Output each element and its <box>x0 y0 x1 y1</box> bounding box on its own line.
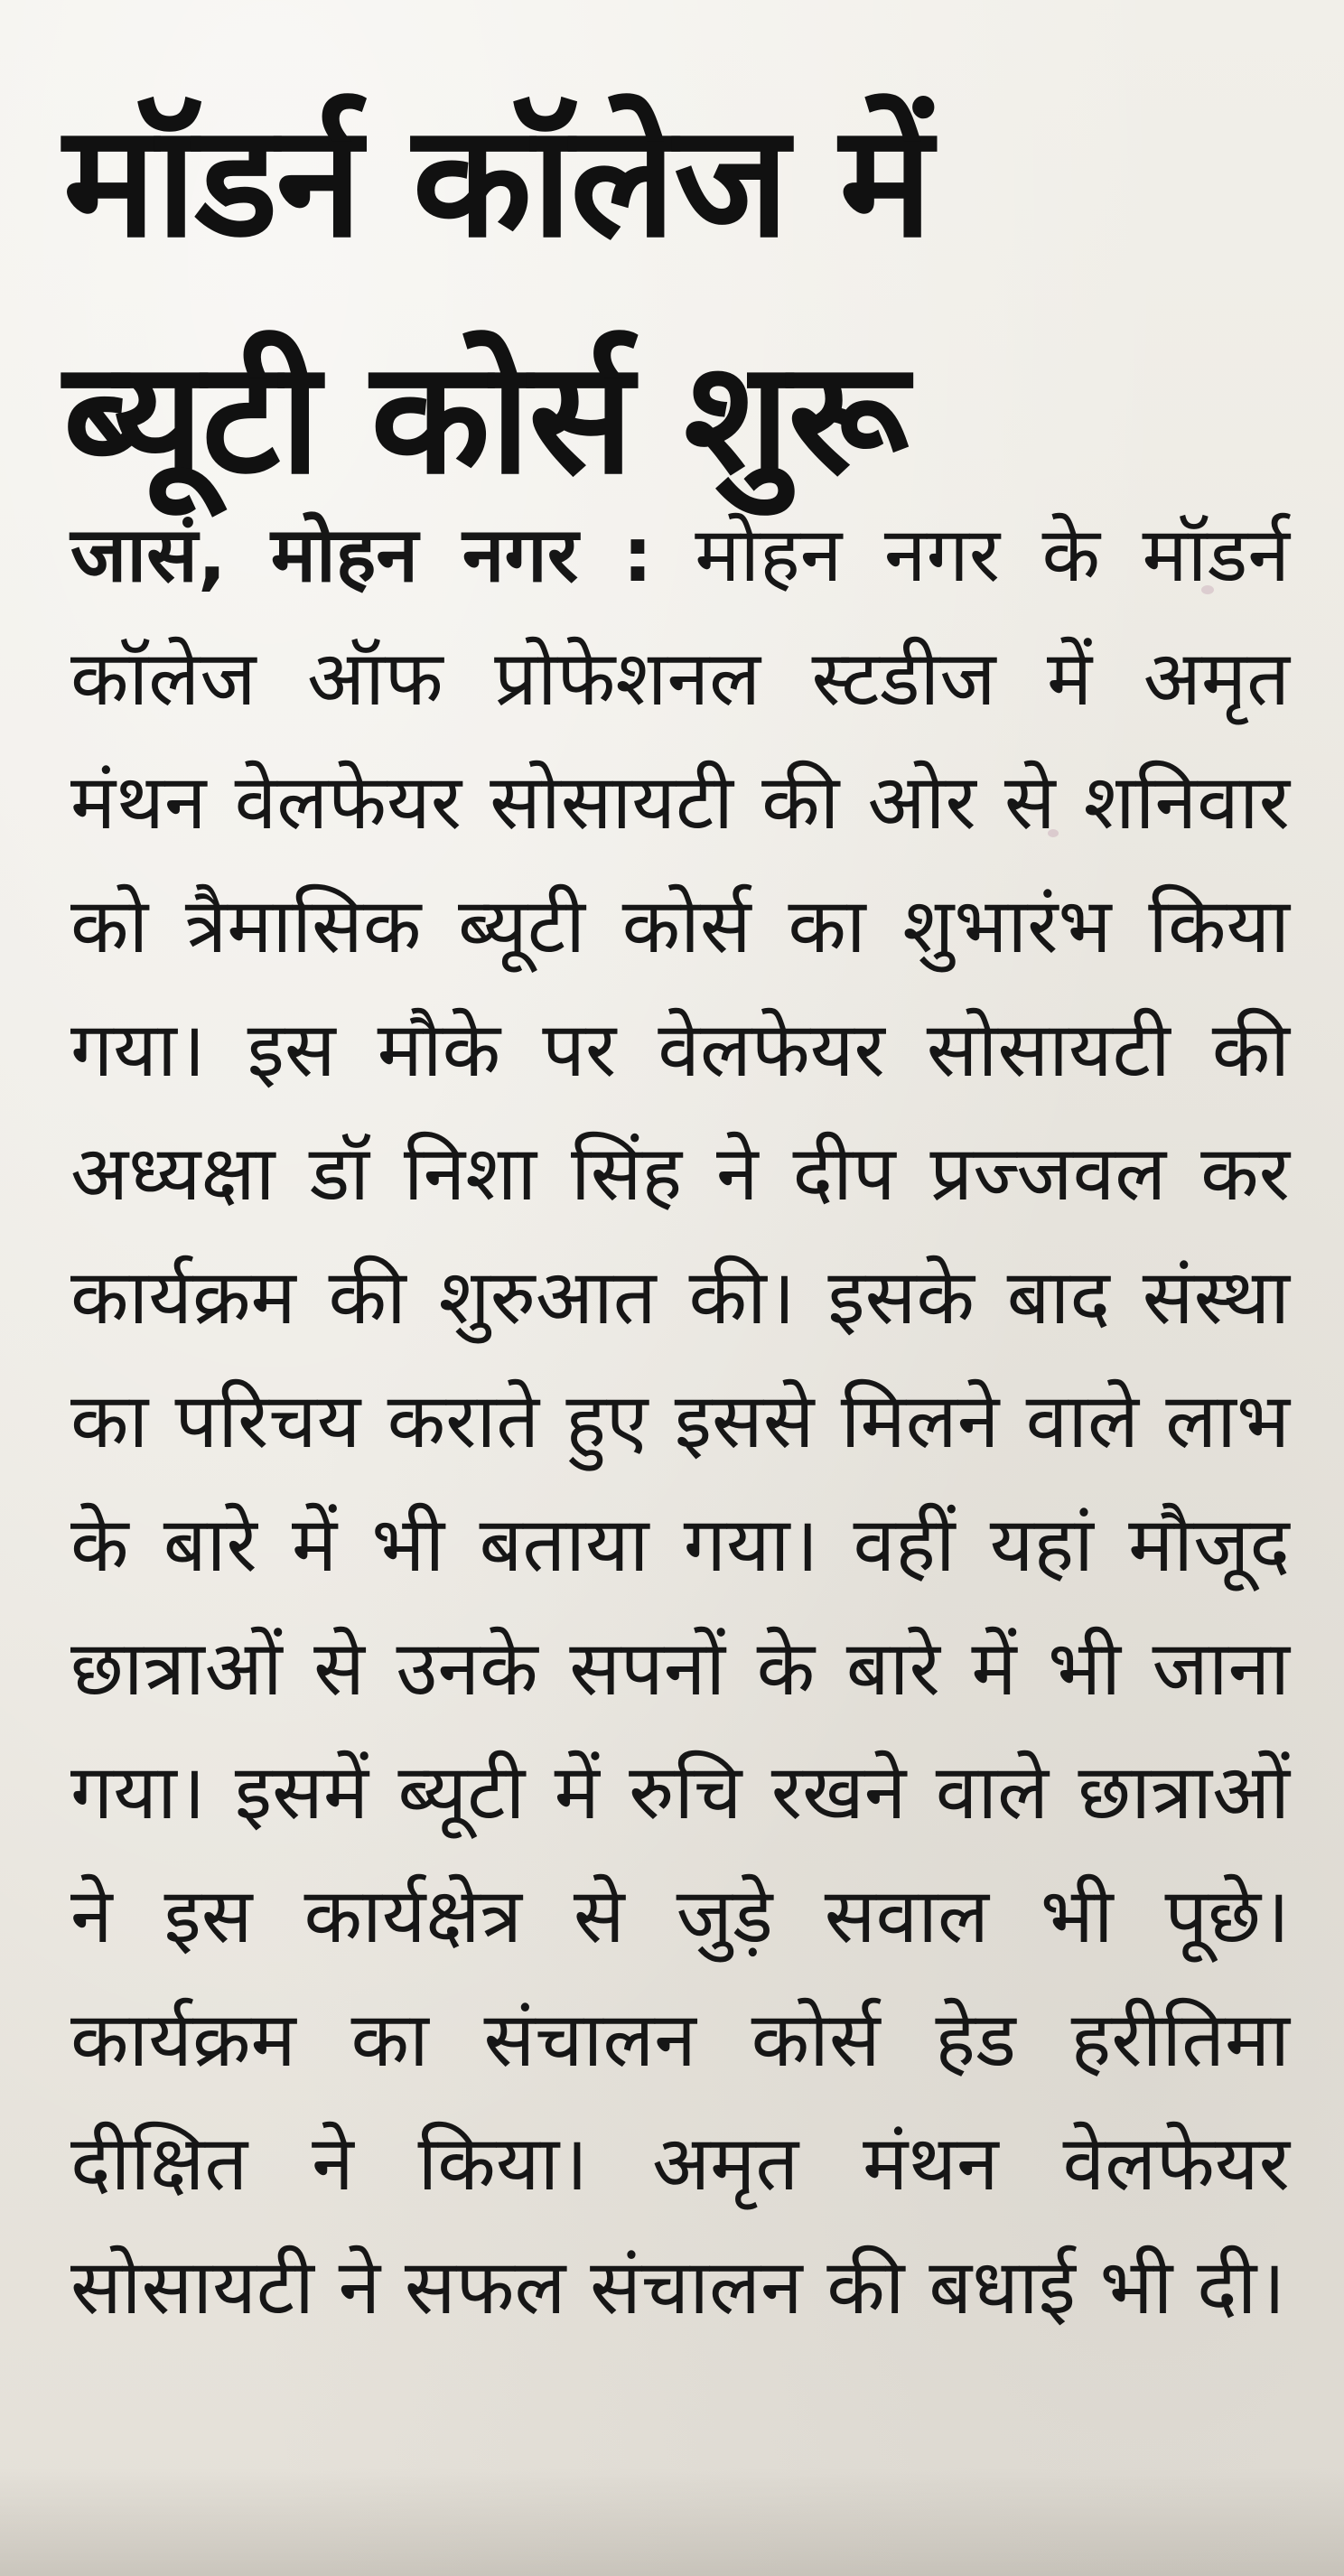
article-text: मोहन नगर के मॉडर्न कॉलेज ऑफ प्रोफेशनल स्टडीज में अमृत मंथन वेलफेयर सोसायटी की ओर से शनिवार को त्रैमासिक ब्यूटी कोर्स का शुभारंभ किया गया। इस मौके पर वेलफेयर सोसायटी की अध्यक्षा डॉ निशा सिंह ने दीप प्रज्जवल कर कार्यक्रम की शुरुआत की। इसके बाद संस्था का परिचय कराते हुए इससे मिलने वाले लाभ के बारे में भी बताया गया। वहीं यहां मौजूद छात्राओं से उनके सपनों के बारे में भी जाना गया। इसमें ब्यूटी में रुचि रखने वाले छात्राओं ने इस कार्यक्षेत्र से जुड़े सवाल भी पूछे। कार्यक्रम का संचालन कोर्स हेड हरीतिमा दीक्षित ने किया। अमृत मंथन वेलफेयर सोसायटी ने सफल संचालन की बधाई भी दी। <box>70 510 1290 2331</box>
headline <box>63 63 1147 537</box>
article-body <box>70 493 1290 2349</box>
headline-line-2: ब्यूटी कोर्स शुरू <box>63 327 907 509</box>
paper-edge-shadow <box>0 2468 1344 2576</box>
headline-line-1: मॉडर्न कॉलेज में <box>63 90 931 272</box>
ink-smudge <box>1048 829 1059 837</box>
dateline: जासं, मोहन नगर : <box>70 510 653 599</box>
ink-smudge <box>1201 585 1214 594</box>
